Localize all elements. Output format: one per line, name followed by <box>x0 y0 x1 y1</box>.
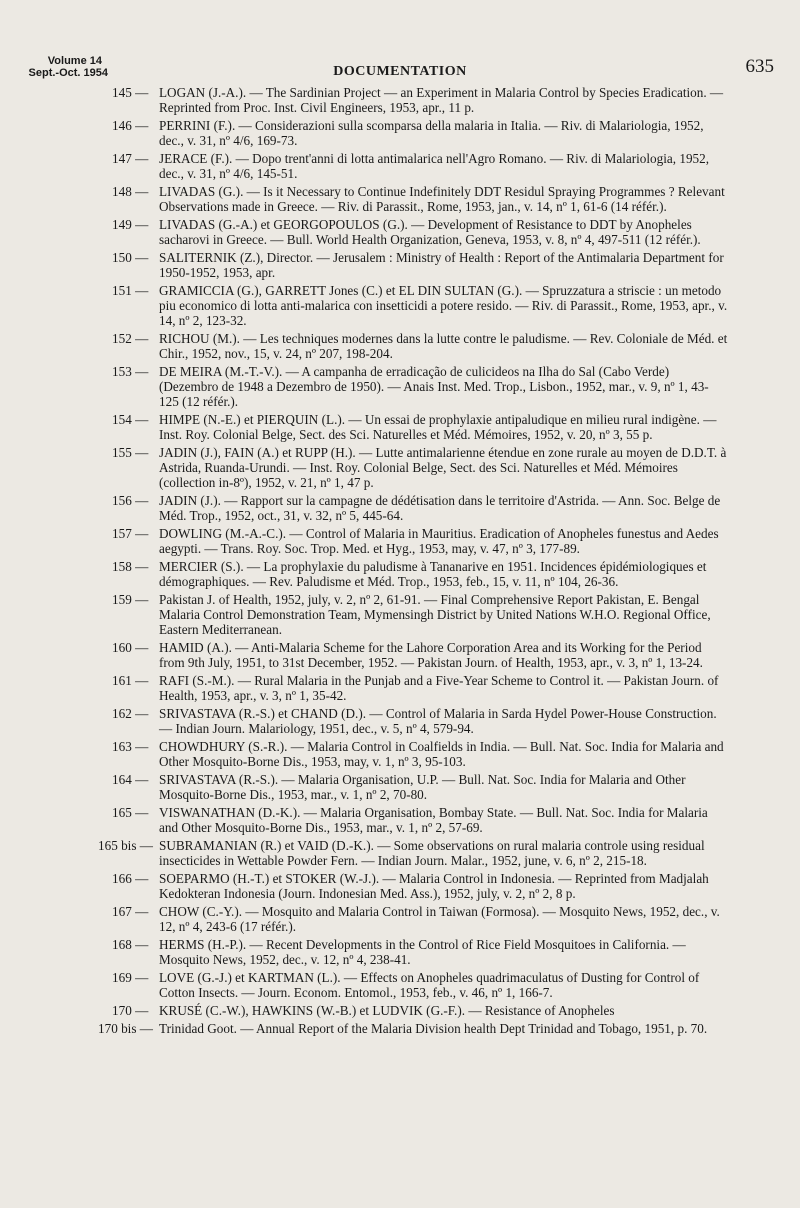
entry-text: LOVE (G.-J.) et KARTMAN (L.). — Effects on Anopheles quadrimaculatus of Dusting for Control of Cotton Insects. — Journ. Econom. Entomol., 1953, feb., v. 46, nº 1, 166-7. <box>159 969 700 1000</box>
bibliography-list <box>98 85 728 1040</box>
bibliography-entry: 169 — LOVE (G.-J.) et KARTMAN (L.). — Effects on Anopheles quadrimaculatus of Dusting for Control of Cotton Insects. — Journ. Econom. Entomol., 1953, feb., v. 46, nº 1, 166-7. <box>116 971 728 1001</box>
entry-text: JADIN (J.). — Rapport sur la campagne de dédétisation dans le territoire d'Astrida. — Ann. Soc. Belge de Méd. Trop., 1952, oct., 31, v. 32, nº 5, 445-64. <box>159 492 721 523</box>
page-number: 635 <box>745 56 774 77</box>
entry-text: Trinidad Goot. — Annual Report of the Malaria Division health Dept Trinidad and Tobago, 1951, p. 70. <box>159 1020 708 1036</box>
bibliography-entry: 165 — VISWANATHAN (D.-K.). — Malaria Organisation, Bombay State. — Bull. Nat. Soc. India for Malaria and Other Mosquito-Borne Dis., 1953, mar., v. 1, nº 2, 57-69. <box>116 806 728 836</box>
bibliography-entry: 158 — MERCIER (S.). — La prophylaxie du paludisme à Tananarive en 1951. Incidences épidémiologiques et démographiques. — Rev. Paludisme et Méd. Trop., 1953, feb., 15, v. 11, nº 104, 26-36. <box>116 560 728 590</box>
entry-text: LOGAN (J.-A.). — The Sardinian Project — an Experiment in Malaria Control by Species Eradication. — Reprinted from Proc. Inst. Civil Engineers, 1953, apr., 11 p. <box>159 85 724 115</box>
entry-text: GRAMICCIA (G.), GARRETT Jones (C.) et EL DIN SULTAN (G.). — Spruzzatura a striscie : un metodo piu economico di lotta anti-malarica con insetticidi a potere resido. — Riv. di Parassit., Rome, 1953, apr., v. 14, nº 2, 123-32. <box>159 283 728 328</box>
bibliography-entry: 148 — LIVADAS (G.). — Is it Necessary to Continue Indefinitely DDT Residul Spraying Programmes ? Relevant Observations made in Greece. — Riv. di Parassit., Rome, 1953, jan., v. 14, nº 1, 61-6 (14 référ.). <box>116 185 728 215</box>
bibliography-entry: 151 — GRAMICCIA (G.), GARRETT Jones (C.) et EL DIN SULTAN (G.). — Spruzzatura a striscie : un metodo piu economico di lotta anti-malarica con insetticidi a potere resido. — Riv. di Parassit., Rome, 1953, apr., v. 14, nº 2, 123-32. <box>112 283 728 328</box>
bibliography-entry: 145 — LOGAN (J.-A.). — The Sardinian Project — an Experiment in Malaria Control by Species Eradication. — Reprinted from Proc. Inst. Civil Engineers, 1953, apr., 11 p. <box>116 86 728 116</box>
entry-text: Pakistan J. of Health, 1952, july, v. 2, nº 2, 61-91. — Final Comprehensive Report Pakistan, E. Bengal Malaria Control Demonstration Team, Mymensingh District by United Nations W.H.O. Regional Office, Eastern Mediterranean. <box>159 591 711 637</box>
bibliography-entry: 150 — SALITERNIK (Z.), Director. — Jerusalem : Ministry of Health : Report of the Antimalaria Department for 1950-1952, 1953, apr. <box>116 251 728 281</box>
bibliography-entry: 152 — RICHOU (M.). — Les techniques modernes dans la lutte contre le paludisme. — Rev. Coloniale de Méd. et Chir., 1952, nov., 15, v. 24, nº 207, 198-204. <box>112 330 728 361</box>
bibliography-entry: 161 — RAFI (S.-M.). — Rural Malaria in the Punjab and a Five-Year Scheme to Control it. — Pakistan Journ. of Health, 1953, apr., v. 3, nº 1, 35-42. <box>116 674 728 704</box>
bibliography-entry: 167 — CHOW (C.-Y.). — Mosquito and Malaria Control in Taiwan (Formosa). — Mosquito News, 1952, dec., v. 12, nº 4, 243-6 (17 référ.). <box>116 905 728 935</box>
entry-text: HERMS (H.-P.). — Recent Developments in the Control of Rice Field Mosquitoes in California. — Mosquito News, 1952, dec., v. 12, nº 4, 238-41. <box>159 936 686 967</box>
bibliography-entry: 170 bis — Trinidad Goot. — Annual Report of the Malaria Division health Dept Trinidad and Tobago, 1951, p. 70. <box>116 1022 728 1037</box>
bibliography-entry: 156 — JADIN (J.). — Rapport sur la campagne de dédétisation dans le territoire d'Astrida. — Ann. Soc. Belge de Méd. Trop., 1952, oct., 31, v. 32, nº 5, 445-64. <box>116 494 728 524</box>
entry-text: SRIVASTAVA (R.-S.) et CHAND (D.). — Control of Malaria in Sarda Hydel Power-House Construction. — Indian Journ. Malariology, 1951, dec., v. 5, nº 4, 579-94. <box>159 705 717 736</box>
bibliography-entry: 163 — CHOWDHURY (S.-R.). — Malaria Control in Coalfields in India. — Bull. Nat. Soc. India for Malaria and Other Mosquito-Borne Dis., 1953, may, v. 1, nº 3, 95-103. <box>116 740 728 770</box>
bibliography-entry: 164 — SRIVASTAVA (R.-S.). — Malaria Organisation, U.P. — Bull. Nat. Soc. India for Malaria and Other Mosquito-Borne Dis., 1953, mar., v. 1, nº 2, 70-80. <box>116 773 728 803</box>
running-title: DOCUMENTATION <box>333 64 467 79</box>
bibliography-entry: 160 — HAMID (A.). — Anti-Malaria Scheme for the Lahore Corporation Area and its Working for the Period from 9th July, 1951, to 31st December, 1952. — Pakistan Journ. of Health, 1953, apr., v. 3, nº 1, 13-24. <box>116 641 728 671</box>
entry-text: MERCIER (S.). — La prophylaxie du paludisme à Tananarive en 1951. Incidences épidémiologiques et démographiques. — Rev. Paludisme et Méd. Trop., 1953, feb., 15, v. 11, nº 104, 26-36. <box>159 558 707 589</box>
entry-text: HAMID (A.). — Anti-Malaria Scheme for the Lahore Corporation Area and its Working for the Period from 9th July, 1951, to 31st December, 1952. — Pakistan Journ. of Health, 1953, apr., v. 3, nº 1, 13-24. <box>159 639 703 670</box>
entry-text: SOEPARMO (H.-T.) et STOKER (W.-J.). — Malaria Control in Indonesia. — Reprinted from Madjalah Kedokteran Indonesia (Journ. Indonesian Med. Ass.), 1952, july, v. 2, nº 2, 8 p. <box>159 870 709 901</box>
bibliography-entry: 165 bis — SUBRAMANIAN (R.) et VAID (D.-K.). — Some observations on rural malaria controle using residual insecticides in Wettable Powder Fern. — Indian Journ. Malar., 1952, june, v. 6, nº 2, 215-18. <box>116 839 728 869</box>
entry-text: VISWANATHAN (D.-K.). — Malaria Organisation, Bombay State. — Bull. Nat. Soc. India for Malaria and Other Mosquito-Borne Dis., 1953, mar., v. 1, nº 2, 57-69. <box>159 804 708 835</box>
bibliography-entry: 157 — DOWLING (M.-A.-C.). — Control of Malaria in Mauritius. Eradication of Anopheles funestus and Aedes aegypti. — Trans. Roy. Soc. Trop. Med. et Hyg., 1953, may, v. 47, nº 3, 177-89. <box>116 527 728 557</box>
entry-text: JADIN (J.), FAIN (A.) et RUPP (H.). — Lutte antimalarienne étendue en zone rurale au moyen de D.D.T. à Astrida, Ruanda-Urundi. — Inst. Roy. Colonial Belge, Sect. des Sci. Naturelles et Méd. Mémoires (collection in-8º), 1952, v. 21, nº 1, 47 p. <box>159 444 727 490</box>
entry-text: PERRINI (F.). — Considerazioni sulla scomparsa della malaria in Italia. — Riv. di Malariologia, 1952, dec., v. 31, nº 4/6, 169-73. <box>159 118 704 148</box>
entry-text: JERACE (F.). — Dopo trent'anni di lotta antimalarica nell'Agro Romano. — Riv. di Malariologia, 1952, dec., v. 31, nº 4/6, 145-51. <box>159 151 710 181</box>
bibliography-entry: 168 — HERMS (H.-P.). — Recent Developments in the Control of Rice Field Mosquitoes in California. — Mosquito News, 1952, dec., v. 12, nº 4, 238-41. <box>116 938 728 968</box>
entry-text: CHOWDHURY (S.-R.). — Malaria Control in Coalfields in India. — Bull. Nat. Soc. India for Malaria and Other Mosquito-Borne Dis., 1953, may, v. 1, nº 3, 95-103. <box>159 738 724 769</box>
issue-date: Sept.-Oct. 1954 <box>28 67 108 79</box>
entry-text: RICHOU (M.). — Les techniques modernes dans la lutte contre le paludisme. — Rev. Coloniale de Méd. et Chir., 1952, nov., 15, v. 24, nº 207, 198-204. <box>159 330 728 361</box>
bibliography-entry: 154 — HIMPE (N.-E.) et PIERQUIN (L.). — Un essai de prophylaxie antipaludique en milieu rural indigène. — Inst. Roy. Colonial Belge, Sect. des Sci. Naturelles et Méd. Mémoires, 1952, v. 20, nº 3, 55 p. <box>116 413 728 443</box>
bibliography-entry: 155 — JADIN (J.), FAIN (A.) et RUPP (H.). — Lutte antimalarienne étendue en zone rurale au moyen de D.D.T. à Astrida, Ruanda-Urundi. — Inst. Roy. Colonial Belge, Sect. des Sci. Naturelles et Méd. Mémoires (collection in-8º), 1952, v. 21, nº 1, 47 p. <box>112 444 727 490</box>
entry-text: SRIVASTAVA (R.-S.). — Malaria Organisation, U.P. — Bull. Nat. Soc. India for Malaria and Other Mosquito-Borne Dis., 1953, mar., v. 1, nº 2, 70-80. <box>159 771 686 802</box>
volume-label: Volume 14 <box>47 55 102 67</box>
entry-text: DOWLING (M.-A.-C.). — Control of Malaria in Mauritius. Eradication of Anopheles funestus and Aedes aegypti. — Trans. Roy. Soc. Trop. Med. et Hyg., 1953, may, v. 47, nº 3, 177-89. <box>159 525 719 556</box>
bibliography-entry: 147 — JERACE (F.). — Dopo trent'anni di lotta antimalarica nell'Agro Romano. — Riv. di Malariologia, 1952, dec., v. 31, nº 4/6, 145-51. <box>116 152 728 182</box>
entry-text: SUBRAMANIAN (R.) et VAID (D.-K.). — Some observations on rural malaria controle using residual insecticides in Wettable Powder Fern. — Indian Journ. Malar., 1952, june, v. 6, nº 2, 215-18. <box>159 837 705 868</box>
bibliography-entry: 166 — SOEPARMO (H.-T.) et STOKER (W.-J.). — Malaria Control in Indonesia. — Reprinted from Madjalah Kedokteran Indonesia (Journ. Indonesian Med. Ass.), 1952, july, v. 2, nº 2, 8 p. <box>116 872 728 902</box>
entry-text: DE MEIRA (M.-T.-V.). — A campanha de erradicação de culicideos na Ilha do Sal (Cabo Verde) (Dezembro de 1948 a Dezembro de 1950). — Anais Inst. Med. Trop., Lisbon., 1952, mar., v. 9, nº 1, 43-125 (12 référ.). <box>159 363 709 409</box>
bibliography-entry: 162 — SRIVASTAVA (R.-S.) et CHAND (D.). — Control of Malaria in Sarda Hydel Power-House Construction. — Indian Journ. Malariology, 1951, dec., v. 5, nº 4, 579-94. <box>116 707 728 737</box>
bibliography-entry: 170 — KRUSÉ (C.-W.), HAWKINS (W.-B.) et LUDVIK (G.-F.). — Resistance of Anopheles <box>116 1004 728 1019</box>
bibliography-entry: 146 — PERRINI (F.). — Considerazioni sulla scomparsa della malaria in Italia. — Riv. di Malariologia, 1952, dec., v. 31, nº 4/6, 169-73. <box>116 119 728 149</box>
bibliography-entry: 159 — Pakistan J. of Health, 1952, july, v. 2, nº 2, 61-91. — Final Comprehensive Report Pakistan, E. Bengal Malaria Control Demonstration Team, Mymensingh District by United Nations W.H.O. Regional Office, Eastern Mediterranean. <box>116 593 728 638</box>
entry-text: KRUSÉ (C.-W.), HAWKINS (W.-B.) et LUDVIK (G.-F.). — Resistance of Anopheles <box>159 1002 615 1018</box>
bibliography-entry: 153 — DE MEIRA (M.-T.-V.). — A campanha de erradicação de culicideos na Ilha do Sal (Cabo Verde) (Dezembro de 1948 a Dezembro de 1950). — Anais Inst. Med. Trop., Lisbon., 1952, mar., v. 9, nº 1, 43-125 (12 référ.). <box>116 365 728 410</box>
entry-text: HIMPE (N.-E.) et PIERQUIN (L.). — Un essai de prophylaxie antipaludique en milieu rural indigène. — Inst. Roy. Colonial Belge, Sect. des Sci. Naturelles et Méd. Mémoires, 1952, v. 20, nº 3, 55 p. <box>159 411 717 442</box>
entry-text: CHOW (C.-Y.). — Mosquito and Malaria Control in Taiwan (Formosa). — Mosquito News, 1952, dec., v. 12, nº 4, 243-6 (17 référ.). <box>159 903 720 934</box>
entry-text: RAFI (S.-M.). — Rural Malaria in the Punjab and a Five-Year Scheme to Control it. — Pakistan Journ. of Health, 1953, apr., v. 3, nº 1, 35-42. <box>159 672 719 703</box>
entry-text: LIVADAS (G.). — Is it Necessary to Continue Indefinitely DDT Residul Spraying Programmes ? Relevant Observations made in Greece. — Riv. di Parassit., Rome, 1953, jan., v. 14, nº 1, 61-6 (14 référ.). <box>159 184 725 214</box>
entry-text: LIVADAS (G.-A.) et GEORGOPOULOS (G.). — Development of Resistance to DDT by Anopheles sacharovi in Greece. — Bull. World Health Organization, Geneva, 1953, v. 8, nº 4, 497-511 (12 référ.). <box>159 217 701 247</box>
bibliography-entry: 149 — LIVADAS (G.-A.) et GEORGOPOULOS (G.). — Development of Resistance to DDT by Anopheles sacharovi in Greece. — Bull. World Health Organization, Geneva, 1953, v. 8, nº 4, 497-511 (12 référ.). <box>116 218 728 248</box>
entry-text: SALITERNIK (Z.), Director. — Jerusalem : Ministry of Health : Report of the Antimalaria Department for 1950-1952, 1953, apr. <box>159 250 724 280</box>
